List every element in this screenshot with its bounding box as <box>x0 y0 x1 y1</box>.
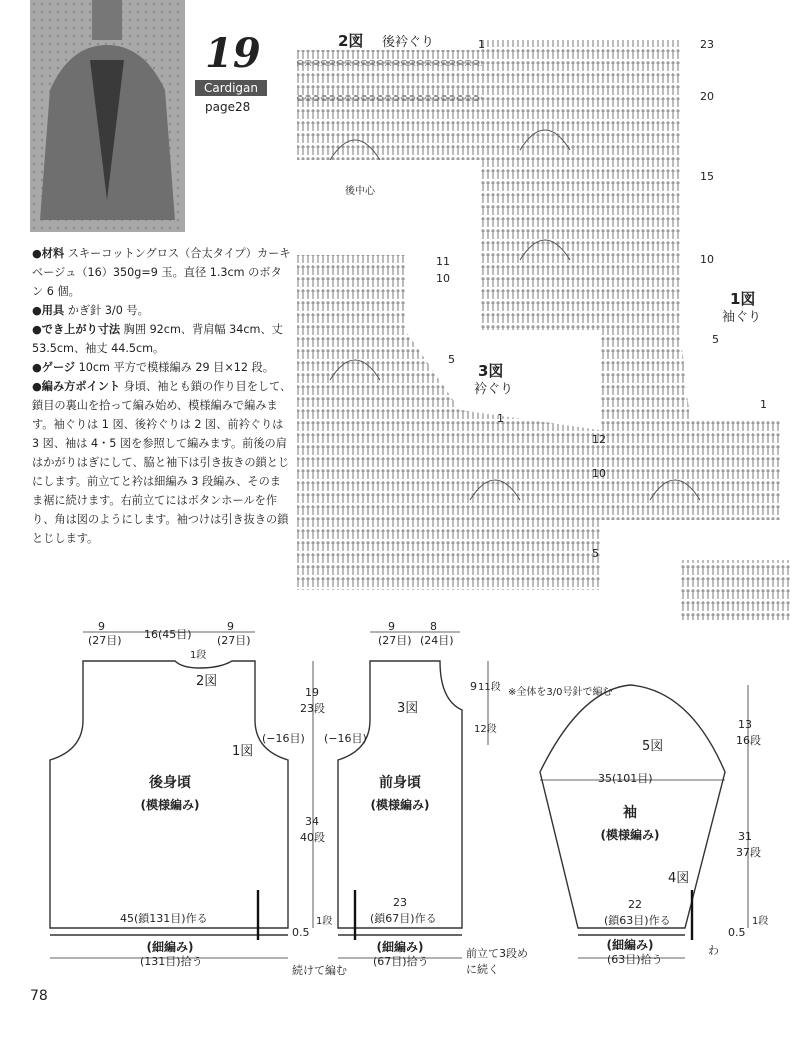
sleeve-pickup: (63目)拾う <box>607 953 663 966</box>
back-pickup: (131目)拾う <box>140 955 203 968</box>
row-10-fig2: 10 <box>700 253 714 266</box>
front-neck-rows: 11段 <box>478 682 501 693</box>
row-12: 12 <box>592 433 606 446</box>
sleeve-height: 31 <box>738 830 752 843</box>
sleeve-cap-height: 13 <box>738 718 752 731</box>
row-10-fig3b: 10 <box>592 467 606 480</box>
front-fig3-ref: 3図 <box>397 701 419 716</box>
front-armhole-dec: (−16目) <box>324 732 367 745</box>
fig3-sublabel: 衿ぐり <box>474 382 514 397</box>
fig2-label: 2図 <box>338 32 364 50</box>
front-w2-sts: (24目) <box>420 634 454 647</box>
sleeve-cast-on: (鎖63目)作る <box>604 914 671 927</box>
back-center-label: 後中心 <box>345 186 375 197</box>
note-gauge: ●ゲージ 10cm 平方で模様編み 29 目×12 段。 <box>32 361 274 374</box>
sleeve-round-mark: わ <box>708 944 719 957</box>
row-10-fig3: 10 <box>436 272 450 285</box>
back-shoulder-l-sts: (27目) <box>88 634 122 647</box>
note-points: ●編み方ポイント 身頃、袖とも鎖の作り目をして、鎖目の裏山を拾って編み始め、模様編みで編みます。袖ぐりは 1 図、後衿ぐりは 2 図、前衿ぐりは 3 図、袖は 4・5 図を参照して編みます。前後の肩はかがりはぎにして、脇と袖下は引き抜きの鎖とじにします。前立てと衿は細編み 3 段編み、そのまま裾に続けます。右前立てにはボタンホールを作り、角は図のようにします。袖つけは引き抜きの鎖とじします。 <box>32 380 292 545</box>
front-note: 前立て3段めに続く <box>466 947 528 976</box>
sleeve-edge: (細編み) <box>606 938 654 952</box>
row-5-fig1: 5 <box>712 333 719 346</box>
front-cast-on: (鎖67目)作る <box>370 912 437 925</box>
row-1-fig3: 1 <box>497 412 504 425</box>
back-neck-width: 16(45目) <box>144 628 192 641</box>
fig1-sublabel: 袖ぐり <box>722 310 762 325</box>
back-body-height: 34 <box>305 815 319 828</box>
page-number: 78 <box>30 988 48 1004</box>
back-fig2-ref: 2図 <box>196 674 218 689</box>
global-note: ※全体を3/0号針で編む <box>508 687 613 698</box>
back-cast-on: 45(鎖131目)作る <box>120 912 208 925</box>
row-1-fig1: 1 <box>760 398 767 411</box>
row-20: 20 <box>700 90 714 103</box>
sleeve-cap-rows: 16段 <box>736 734 761 747</box>
row-5-fig3: 5 <box>448 353 455 366</box>
back-shoulder-r-cm: 9 <box>227 620 234 633</box>
back-continue: 続けて編む <box>292 964 347 977</box>
sleeve-edge-rows: 1段 <box>752 916 769 927</box>
front-neck-height: 9 <box>470 680 477 693</box>
back-edge-rows: 1段 <box>316 916 333 927</box>
back-shoulder-r-sts: (27目) <box>217 634 251 647</box>
back-body-rows: 40段 <box>300 831 325 844</box>
front-neck-rows2: 12段 <box>474 724 497 735</box>
front-subtitle: (模様編み) <box>370 798 430 812</box>
back-armhole-rows: 23段 <box>300 702 325 715</box>
sleeve-subtitle: (模様編み) <box>600 828 660 842</box>
front-width: 23 <box>393 896 407 909</box>
front-title: 前身頃 <box>379 775 421 791</box>
front-w1-cm: 9 <box>388 620 395 633</box>
note-tools: ●用具 かぎ針 3/0 号。 <box>32 304 149 317</box>
sleeve-title: 袖 <box>623 805 637 821</box>
garment-tag: Cardigan <box>195 80 267 96</box>
back-armhole-height: 19 <box>305 686 319 699</box>
back-shoulder-l-cm: 9 <box>98 620 105 633</box>
fig3-label: 3図 <box>478 362 504 380</box>
front-edge: (細編み) <box>376 940 424 954</box>
front-w2-cm: 8 <box>430 620 437 633</box>
back-edge: (細編み) <box>146 940 194 954</box>
back-row1: 1段 <box>190 650 207 661</box>
sleeve-width: 35(101目) <box>598 772 653 785</box>
row-11: 11 <box>436 255 450 268</box>
back-body-outline <box>50 661 288 928</box>
note-size: ●でき上がり寸法 胸囲 92cm、背肩幅 34cm、丈 53.5cm、袖丈 44.5cm。 <box>32 323 283 355</box>
back-fig1-ref: 1図 <box>232 744 254 759</box>
note-materials: ●材料 スキーコットングロス（合太タイプ）カーキベージュ（16）350g=9 玉。直径 1.3cm のボタン 6 個。 <box>32 247 291 298</box>
back-edge-height: 0.5 <box>292 926 310 939</box>
back-armhole-dec: (−16目) <box>262 732 305 745</box>
row-5-fig3b: 5 <box>592 547 599 560</box>
row-23: 23 <box>700 38 714 51</box>
row-1-fig2: 1 <box>478 38 485 51</box>
row-15: 15 <box>700 170 714 183</box>
front-w1-sts: (27目) <box>378 634 412 647</box>
back-title: 後身頃 <box>149 775 191 791</box>
page-reference: page28 <box>205 100 251 114</box>
sleeve-rows: 37段 <box>736 846 761 859</box>
fig1-label: 1図 <box>730 290 756 308</box>
pattern-number: 19 <box>205 30 261 77</box>
sleeve-edge-height: 0.5 <box>728 926 746 939</box>
sleeve-fig5-ref: 5図 <box>642 739 664 754</box>
front-pickup: (67目)拾う <box>373 955 429 968</box>
back-subtitle: (模様編み) <box>140 798 200 812</box>
sleeve-cuff-width: 22 <box>628 898 642 911</box>
fig2-sublabel: 後衿ぐり <box>382 35 435 50</box>
sleeve-fig4-ref: 4図 <box>668 871 690 886</box>
